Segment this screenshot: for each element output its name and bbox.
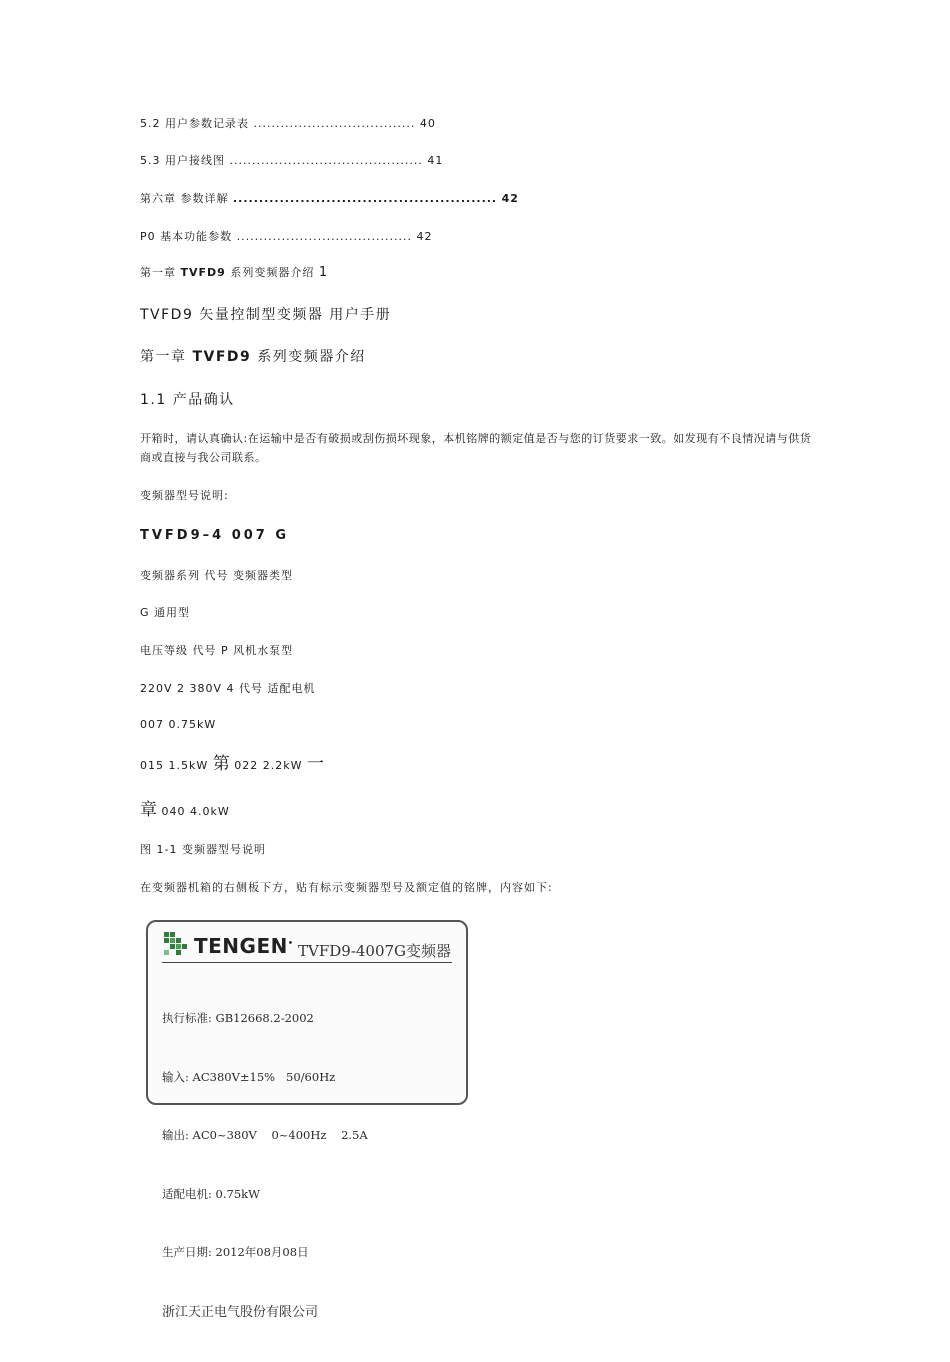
toc-dots: .................................... <box>253 117 416 130</box>
mixed-big-char: 一 <box>306 754 324 774</box>
model-line: 变频器系列 代号 变频器类型 <box>140 569 293 582</box>
toc-entry[interactable] <box>140 191 519 207</box>
chapter-series: TVFD9 <box>192 349 252 365</box>
nameplate-image <box>146 920 468 1320</box>
model-line-mixed <box>140 799 230 823</box>
model-code: TVFD9–4 007 G <box>140 528 290 543</box>
model-line: 007 0.75kW <box>140 718 217 731</box>
chapter-suffix: 系列变频器介绍 <box>251 349 366 365</box>
toc-label-prefix: 第一章 <box>140 266 181 279</box>
toc-entry[interactable] <box>140 153 443 169</box>
toc-entry[interactable] <box>140 116 436 132</box>
toc-page: 40 <box>419 117 436 130</box>
toc-page: 41 <box>427 154 444 167</box>
figure-caption: 图 1-1 变频器型号说明 <box>140 843 266 856</box>
nameplate-intro: 在变频器机箱的右侧板下方，贴有标示变频器型号及额定值的铭牌，内容如下: <box>140 881 553 894</box>
toc-entry[interactable] <box>140 265 328 281</box>
model-line: 电压等级 代号 P 风机水泵型 <box>140 644 294 657</box>
toc-entry[interactable] <box>140 229 433 245</box>
toc-dots: ........................................... <box>229 154 423 167</box>
nameplate-row: 执行标准: GB12668.2-2002 <box>162 1011 314 1025</box>
toc-label: 5.2 用户参数记录表 <box>140 117 249 130</box>
nameplate-brand: TENGEN• <box>194 934 294 958</box>
nameplate-row: 输出: AC0~380V 0~400Hz 2.5A <box>162 1128 368 1142</box>
toc-label-suffix: 系列变频器介绍 <box>225 266 319 279</box>
nameplate-company: 浙江天正电气股份有限公司 <box>162 1304 319 1320</box>
model-line-mixed <box>140 753 324 777</box>
mixed-big-char: 第 <box>212 754 230 774</box>
document-title: TVFD9 矢量控制型变频器 用户手册 <box>140 307 392 323</box>
mixed-text: 015 1.5kW <box>140 759 213 772</box>
model-line: 220V 2 380V 4 代号 适配电机 <box>140 682 316 695</box>
brand-text: TENGEN <box>194 934 288 958</box>
model-label: 变频器型号说明: <box>140 489 229 502</box>
chapter-heading <box>140 347 366 367</box>
mixed-text: 040 4.0kW <box>157 805 230 818</box>
toc-page: 42 <box>416 230 433 243</box>
nameplate-row: 生产日期: 2012年08月08日 <box>162 1245 309 1259</box>
toc-page: 42 <box>501 192 519 205</box>
nameplate-row: 输入: AC380V±15% 50/60Hz <box>162 1069 336 1084</box>
model-line: G 通用型 <box>140 606 191 619</box>
tengen-logo-icon <box>164 932 188 956</box>
mixed-big-char: 章 <box>140 800 157 820</box>
toc-label: 5.3 用户接线图 <box>140 154 225 167</box>
toc-label-bold: TVFD9 <box>180 266 226 279</box>
nameplate-model: TVFD9-4007G变频器 <box>298 942 452 960</box>
toc-dots: ................................................... <box>233 192 498 205</box>
section-heading: 1.1 产品确认 <box>140 392 235 408</box>
nameplate-rows <box>162 970 368 1362</box>
toc-dots: ....................................... <box>236 230 413 243</box>
toc-label: P0 基本功能参数 <box>140 230 233 243</box>
nameplate-divider <box>162 962 452 963</box>
intro-paragraph: 开箱时，请认真确认:在运输中是否有破损或刮伤损坏现象，本机铭牌的额定值是否与您的订货要求一致。如发现有不良情况请与供货商或直接与我公司联系。 <box>140 432 812 464</box>
mixed-text: 022 2.2kW <box>229 759 307 772</box>
toc-page: 1 <box>318 265 329 280</box>
toc-label: 第六章 参数详解 <box>140 192 229 205</box>
nameplate-row: 适配电机: 0.75kW <box>162 1186 260 1201</box>
chapter-prefix: 第一章 <box>140 349 193 365</box>
